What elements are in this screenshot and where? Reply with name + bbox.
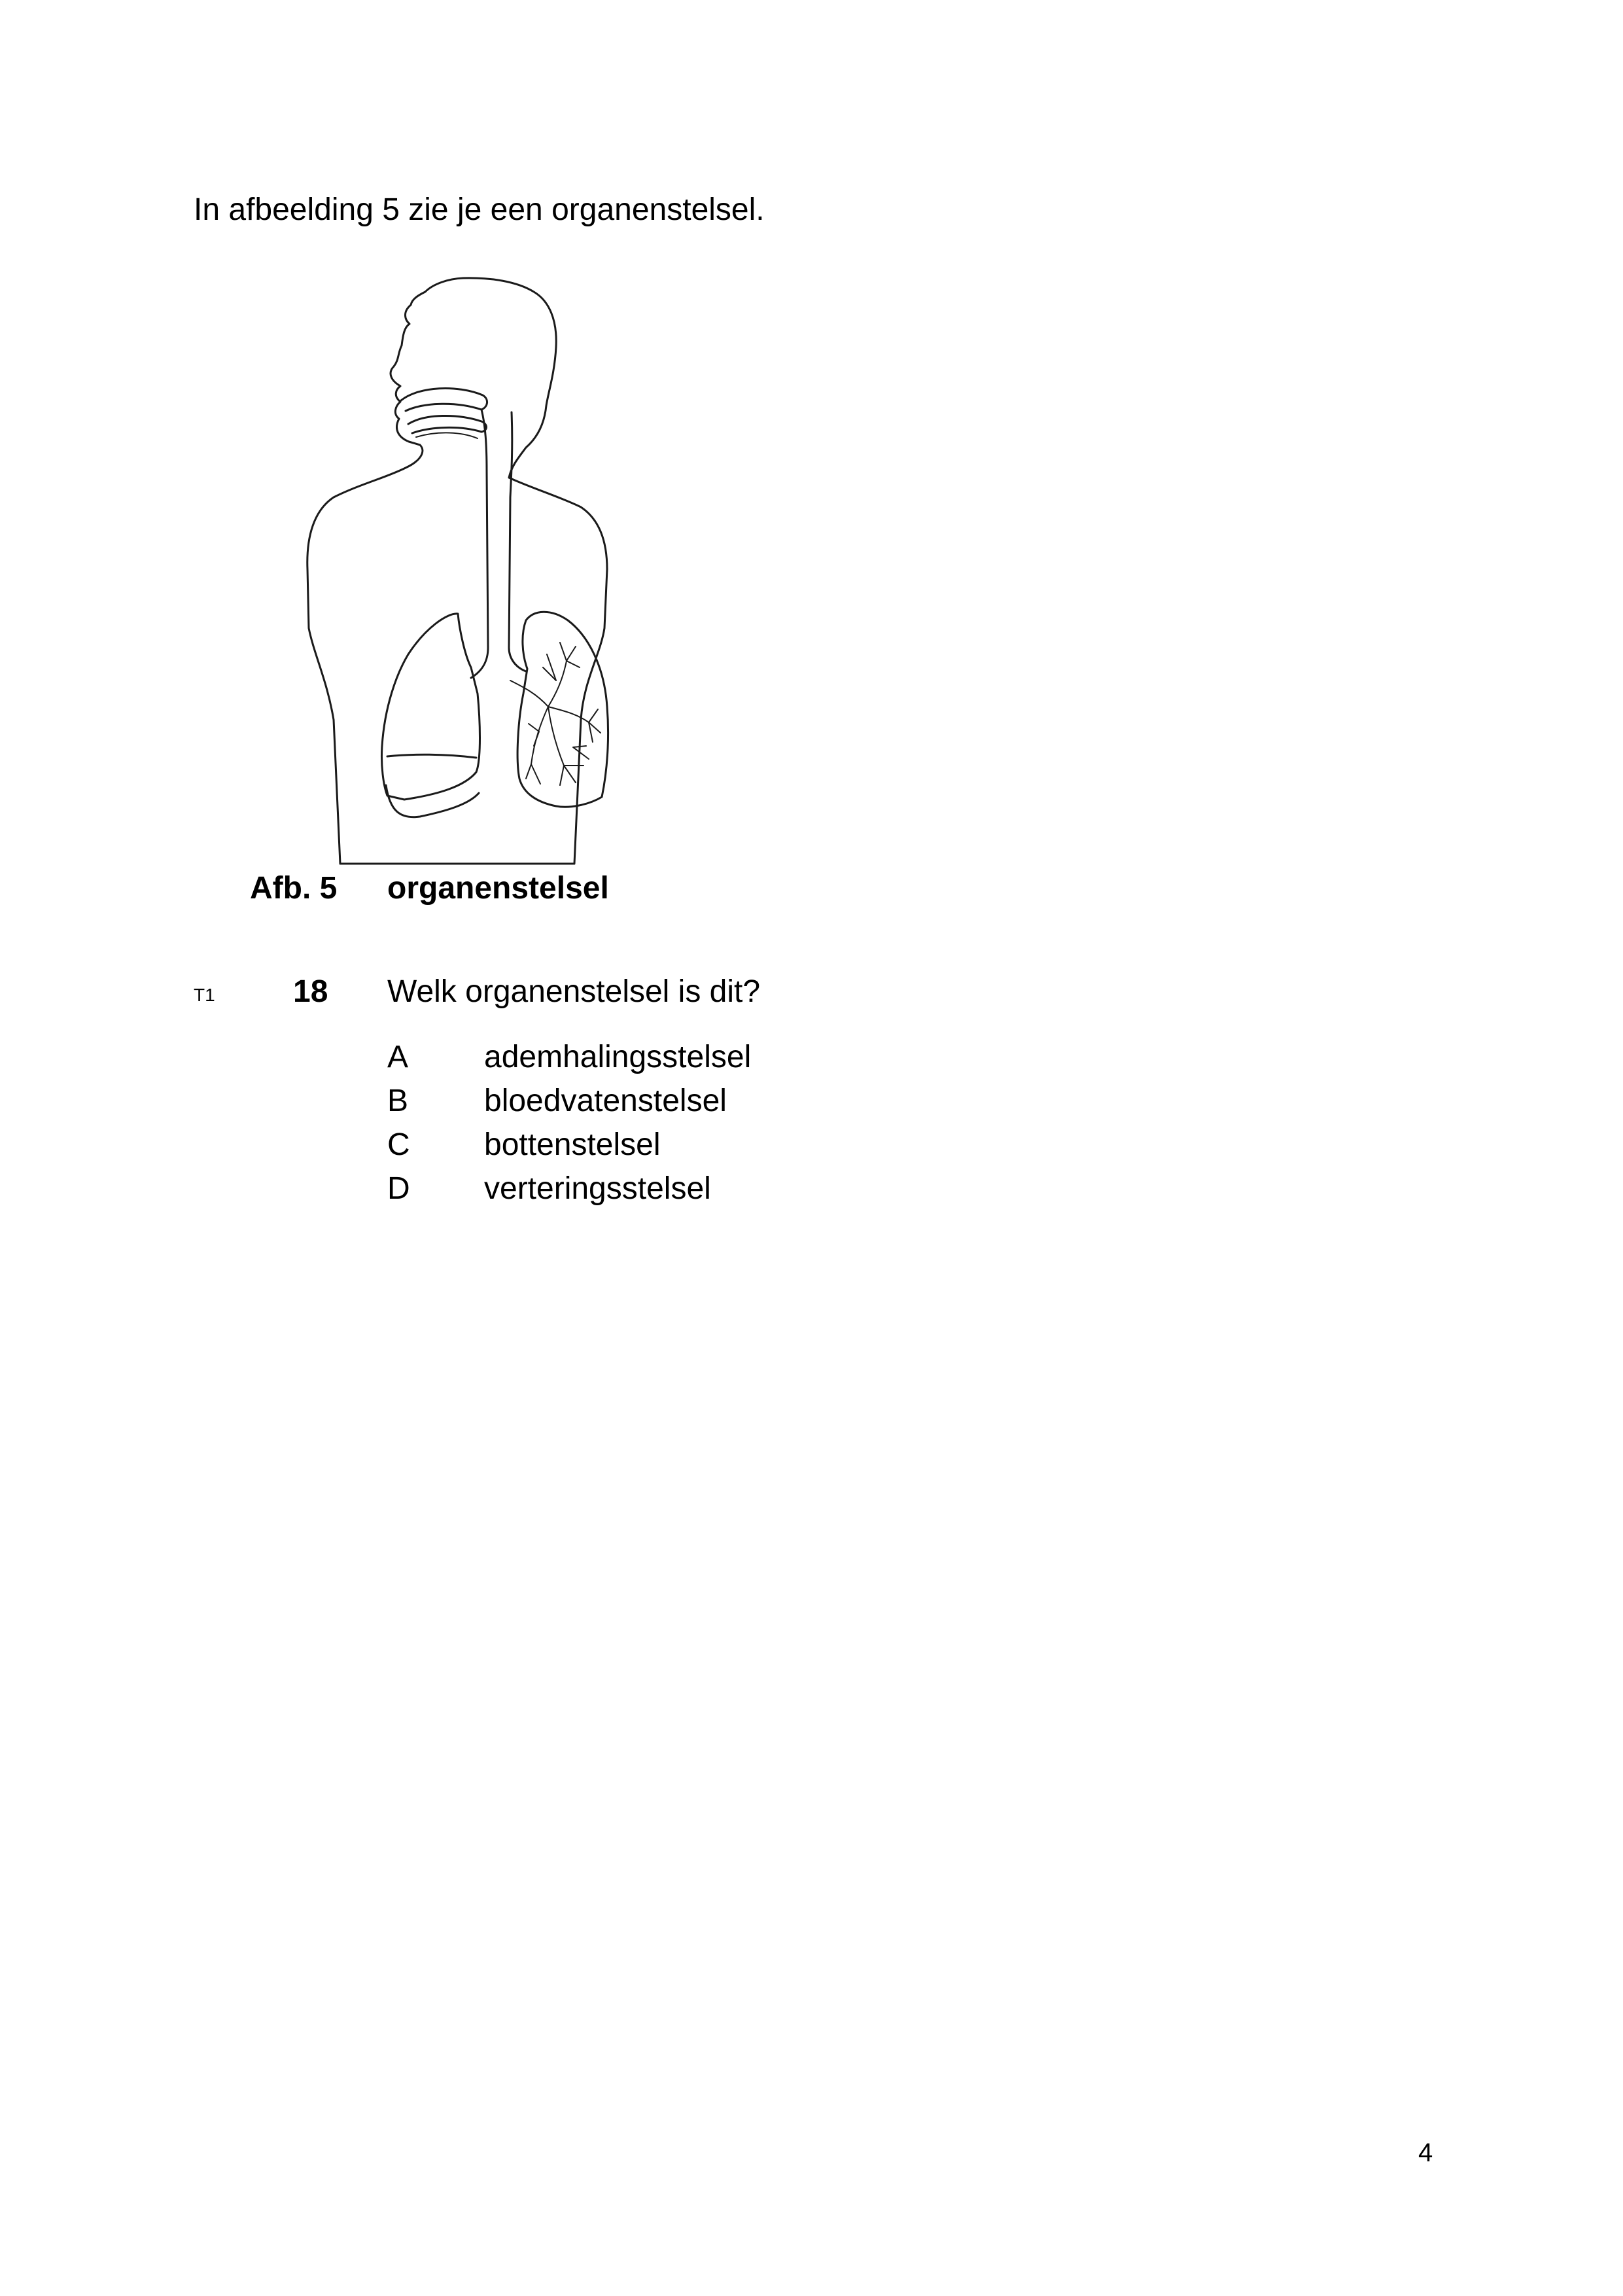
tongue-curve xyxy=(416,433,478,438)
option-letter: B xyxy=(387,1084,409,1118)
trachea-left xyxy=(471,410,488,678)
figure-label: Afb. 5 xyxy=(250,871,338,906)
left-lung xyxy=(381,614,480,800)
option-letter: C xyxy=(387,1127,410,1162)
figure-title: organenstelsel xyxy=(387,871,609,906)
question-text: Welk organenstelsel is dit? xyxy=(387,974,761,1009)
option-text: verteringsstelsel xyxy=(484,1171,711,1206)
figure-respiratory-system xyxy=(249,262,667,870)
page-number: 4 xyxy=(1418,2138,1433,2167)
question-number: 18 xyxy=(293,974,328,1009)
nasal-cavity xyxy=(401,389,487,411)
option-text: bottenstelsel xyxy=(484,1127,661,1162)
diaphragm-left xyxy=(387,754,476,758)
option-letter: D xyxy=(387,1171,410,1206)
diaphragm-bottom xyxy=(386,785,479,817)
respiratory-system-illustration-icon xyxy=(249,262,667,870)
question-tag: T1 xyxy=(194,985,215,1005)
option-text: ademhalingsstelsel xyxy=(484,1040,752,1074)
intro-text: In afbeelding 5 zie je een organenstelsel. xyxy=(194,192,765,227)
bronchus-main xyxy=(510,680,548,707)
option-letter: A xyxy=(387,1040,409,1074)
palate xyxy=(408,415,487,433)
option-text: bloedvatenstelsel xyxy=(484,1084,727,1118)
right-lung xyxy=(517,612,608,807)
